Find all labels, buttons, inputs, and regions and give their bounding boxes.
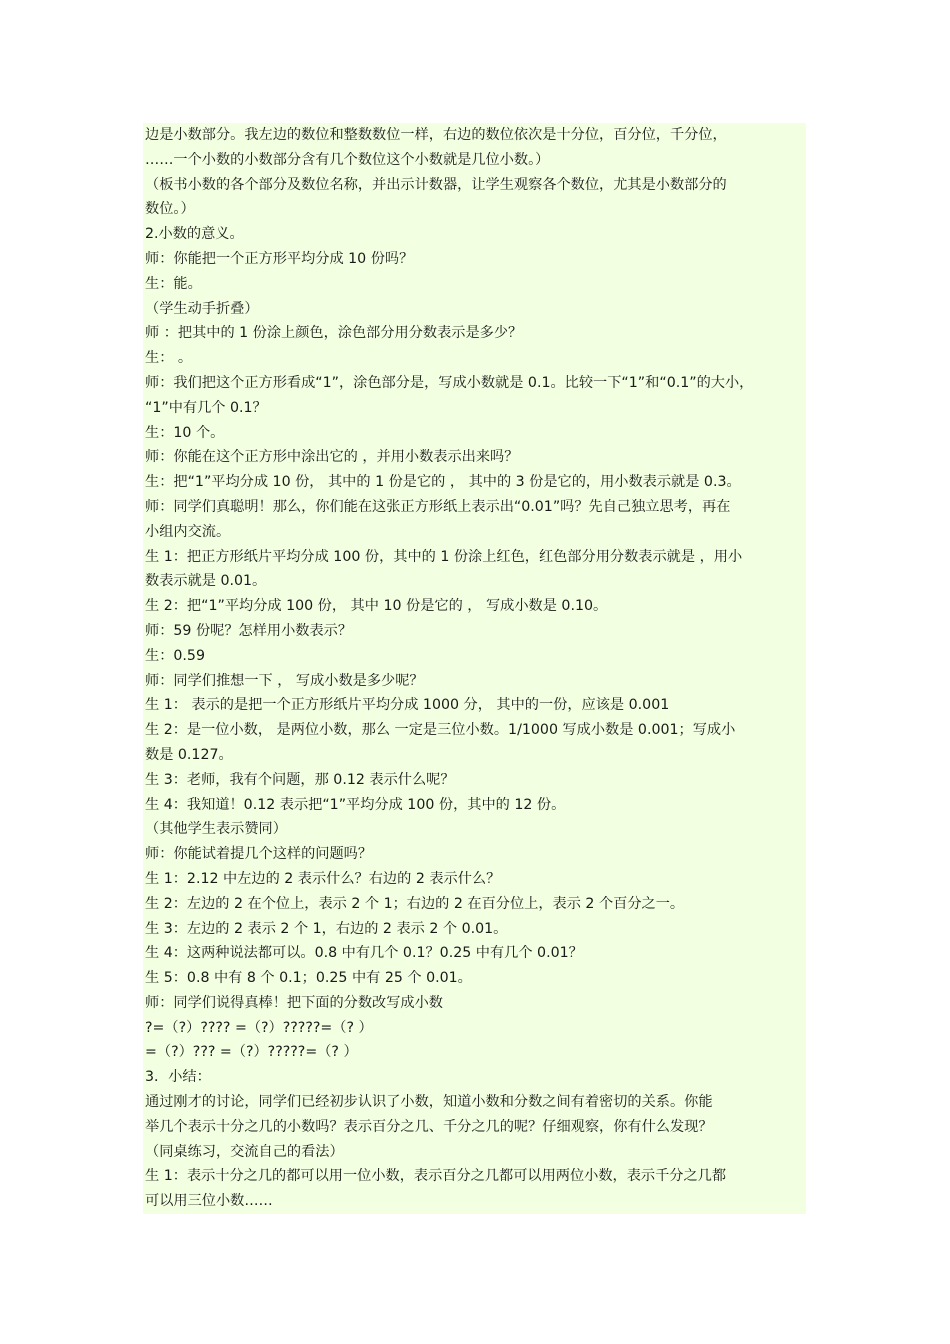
section-heading: 2.小数的意义。 bbox=[145, 226, 244, 243]
text-line: 数位。） bbox=[145, 201, 195, 218]
text-line: 生：0.59 bbox=[145, 647, 205, 664]
text-line: 生：10 个。 bbox=[145, 424, 225, 441]
text-line: 生 2：是一位小数， 是两位小数，那么 一定是三位小数。1/1000 写成小数是 0.001；写成小 bbox=[145, 722, 736, 739]
text-line: 师：你能把一个正方形平均分成 10 份吗？ bbox=[145, 250, 414, 267]
text-line: 生 1： 表示的是把一个正方形纸片平均分成 1000 分， 其中的一份，应该是 0.001 bbox=[145, 697, 670, 714]
text-line: 生：能。 bbox=[145, 275, 202, 292]
text-line: 师：你能在这个正方形中涂出它的 ，并用小数表示出来吗？ bbox=[145, 449, 519, 466]
text-line: （板书小数的各个部分及数位名称，并出示计数器，让学生观察各个数位，尤其是小数部分的 bbox=[145, 176, 727, 193]
text-line: （学生动手折叠） bbox=[145, 300, 259, 317]
text-line: 举几个表示十分之几的小数吗？表示百分之几、千分之几的呢？仔细观察，你有什么发现？ bbox=[145, 1118, 713, 1135]
text-line: 小组内交流。 bbox=[145, 523, 231, 540]
text-line: 生 3：老师，我有个问题，那 0.12 表示什么呢？ bbox=[145, 771, 455, 788]
text-line: 生 4：这两种说法都可以。0.8 中有几个 0.1？0.25 中有几个 0.01？ bbox=[145, 945, 583, 962]
text-line: 数表示就是 0.01。 bbox=[145, 573, 267, 590]
text-line: 师：同学们说得真棒！把下面的分数改写成小数 bbox=[145, 994, 443, 1011]
text-line: 生： 。 bbox=[145, 350, 193, 367]
text-line: 师：59 份呢？怎样用小数表示？ bbox=[145, 622, 353, 639]
text-line: 生 3：左边的 2 表示 2 个 1，右边的 2 表示 2 个 0.01。 bbox=[145, 920, 508, 937]
text-line: 通过刚才的讨论，同学们已经初步认识了小数，知道小数和分数之间有着密切的关系。你能 bbox=[145, 1094, 713, 1111]
text-line: （其他学生表示赞同） bbox=[145, 821, 287, 838]
text-line: 生：把“1”平均分成 10 份， 其中的 1 份是它的 ， 其中的 3 份是它的，用小数表示就是 0.3。 bbox=[145, 474, 741, 491]
text-line: ……一个小数的小数部分含有几个数位这个小数就是几位小数。） bbox=[145, 151, 550, 168]
text-line: 数是 0.127。 bbox=[145, 746, 233, 763]
lesson-text-block bbox=[143, 123, 806, 1214]
text-line: 生 4：我知道！0.12 表示把“1”平均分成 100 份，其中的 12 份。 bbox=[145, 796, 566, 813]
text-line: 生 1：表示十分之几的都可以用一位小数，表示百分之几都可以用两位小数，表示千分之几都 bbox=[145, 1168, 727, 1185]
fraction-exercise-line: =（?）??? =（?）?????=（? ） bbox=[145, 1044, 358, 1061]
text-line: “1”中有几个 0.1？ bbox=[145, 399, 267, 416]
text-line: 师：我们把这个正方形看成“1”，涂色部分是，写成小数就是 0.1。比较一下“1”和“0.1”的大小， bbox=[145, 374, 754, 391]
text-line: 师：同学们推想一下 ， 写成小数是多少呢？ bbox=[145, 672, 424, 689]
text-line: 可以用三位小数…… bbox=[145, 1193, 273, 1210]
text-line: （同桌练习，交流自己的看法） bbox=[145, 1143, 344, 1160]
section-heading: 3．小结： bbox=[145, 1069, 211, 1086]
text-line: 生 2：把“1”平均分成 100 份， 其中 10 份是它的 ， 写成小数是 0.10。 bbox=[145, 598, 608, 615]
text-line: 生 2：左边的 2 在个位上，表示 2 个 1；右边的 2 在百分位上，表示 2 个百分之一。 bbox=[145, 895, 685, 912]
text-line: 生 5：0.8 中有 8 个 0.1；0.25 中有 25 个 0.01。 bbox=[145, 970, 472, 987]
text-line: 生 1：2.12 中左边的 2 表示什么？右边的 2 表示什么？ bbox=[145, 870, 501, 887]
text-line: 生 1：把正方形纸片平均分成 100 份，其中的 1 份涂上红色，红色部分用分数表示就是 ，用小 bbox=[145, 548, 743, 565]
text-line: 师：你能试着提几个这样的问题吗？ bbox=[145, 846, 373, 863]
fraction-exercise-line: ?=（?）???? =（?）?????=（? ） bbox=[145, 1019, 373, 1036]
text-line: 师 ：把其中的 1 份涂上颜色，涂色部分用分数表示是多少？ bbox=[145, 325, 523, 342]
text-line: 边是小数部分。我左边的数位和整数数位一样，右边的数位依次是十分位，百分位，千分位， bbox=[145, 127, 727, 143]
text-line: 师：同学们真聪明！那么，你们能在这张正方形纸上表示出“0.01”吗？先自己独立思考，再在 bbox=[145, 498, 731, 515]
